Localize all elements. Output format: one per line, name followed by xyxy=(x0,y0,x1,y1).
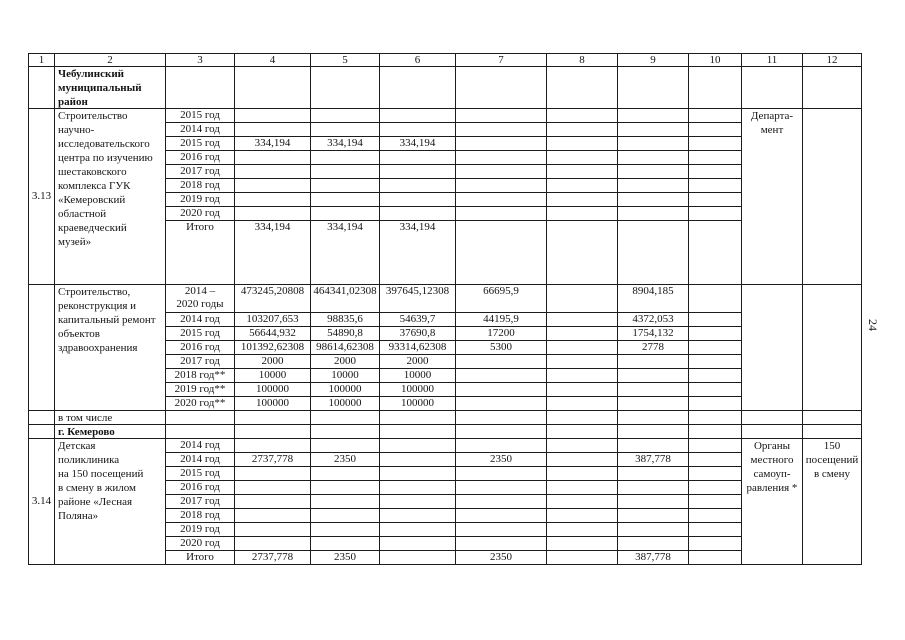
empty-cell xyxy=(166,67,235,109)
empty-cell xyxy=(380,67,456,109)
value-cell xyxy=(547,137,618,151)
value-cell: 37690,8 xyxy=(380,327,456,341)
empty-cell xyxy=(742,67,803,109)
item-name: Детская поликлиника на 150 посещений в смену в жилом районе «Лесная Поляна» xyxy=(55,439,166,565)
value-cell: 100000 xyxy=(311,397,380,411)
period-label: 2016 год xyxy=(166,151,235,165)
value-cell xyxy=(235,439,311,453)
value-cell xyxy=(547,313,618,327)
value-cell xyxy=(547,285,618,313)
section-heading: Чебулинский муниципальный район xyxy=(55,67,166,109)
value-cell: 103207,653 xyxy=(235,313,311,327)
value-cell xyxy=(380,165,456,179)
value-cell xyxy=(689,165,742,179)
value-cell xyxy=(547,207,618,221)
value-cell xyxy=(547,109,618,123)
value-cell: 98835,6 xyxy=(311,313,380,327)
empty-cell xyxy=(29,425,55,439)
value-cell: 334,194 xyxy=(380,137,456,151)
column-number-header: 10 xyxy=(689,54,742,67)
value-cell xyxy=(380,439,456,453)
period-label: 2014 – 2020 годы xyxy=(166,285,235,313)
value-cell xyxy=(689,453,742,467)
value-cell xyxy=(311,523,380,537)
value-cell: 10000 xyxy=(235,369,311,383)
value-cell: 100000 xyxy=(235,383,311,397)
value-cell xyxy=(456,397,547,411)
period-label: 2018 год xyxy=(166,509,235,523)
value-cell xyxy=(311,193,380,207)
value-cell xyxy=(547,537,618,551)
value-cell xyxy=(547,369,618,383)
empty-cell xyxy=(235,411,311,425)
value-cell xyxy=(547,439,618,453)
value-cell xyxy=(689,109,742,123)
value-cell: 54890,8 xyxy=(311,327,380,341)
period-label: 2016 год xyxy=(166,481,235,495)
value-cell: 2350 xyxy=(311,551,380,565)
value-cell xyxy=(380,109,456,123)
value-cell xyxy=(311,123,380,137)
value-cell xyxy=(380,467,456,481)
value-cell xyxy=(380,551,456,565)
column-number-header: 11 xyxy=(742,54,803,67)
value-cell xyxy=(689,341,742,355)
value-cell: 334,194 xyxy=(311,221,380,285)
value-cell xyxy=(547,123,618,137)
value-cell: 2350 xyxy=(456,453,547,467)
column-number-header: 2 xyxy=(55,54,166,67)
value-cell xyxy=(689,439,742,453)
period-label: 2015 год xyxy=(166,327,235,341)
empty-cell xyxy=(380,425,456,439)
value-cell xyxy=(380,537,456,551)
value-cell xyxy=(689,397,742,411)
value-cell: 17200 xyxy=(456,327,547,341)
empty-cell xyxy=(742,411,803,425)
value-cell xyxy=(380,495,456,509)
value-cell: 100000 xyxy=(380,383,456,397)
empty-cell xyxy=(456,425,547,439)
value-cell xyxy=(311,109,380,123)
value-cell xyxy=(618,509,689,523)
period-label: 2015 год xyxy=(166,467,235,481)
value-cell: 2350 xyxy=(456,551,547,565)
value-cell xyxy=(689,193,742,207)
value-cell xyxy=(311,165,380,179)
period-label: 2019 год xyxy=(166,523,235,537)
value-cell: 397645,12308 xyxy=(380,285,456,313)
value-cell xyxy=(380,123,456,137)
empty-cell xyxy=(456,67,547,109)
value-cell xyxy=(618,495,689,509)
value-cell xyxy=(380,193,456,207)
value-cell xyxy=(618,397,689,411)
section-heading: г. Кемерово xyxy=(55,425,166,439)
value-cell xyxy=(311,207,380,221)
value-cell xyxy=(456,537,547,551)
value-cell xyxy=(456,439,547,453)
value-cell: 334,194 xyxy=(235,137,311,151)
value-cell: 387,778 xyxy=(618,551,689,565)
value-cell xyxy=(618,179,689,193)
column-number-header: 3 xyxy=(166,54,235,67)
value-cell: 66695,9 xyxy=(456,285,547,313)
value-cell xyxy=(456,509,547,523)
executor-cell xyxy=(742,285,803,411)
value-cell: 464341,02308 xyxy=(311,285,380,313)
empty-cell xyxy=(547,411,618,425)
value-cell: 54639,7 xyxy=(380,313,456,327)
value-cell xyxy=(456,383,547,397)
value-cell: 334,194 xyxy=(235,221,311,285)
value-cell xyxy=(689,151,742,165)
period-label: 2014 год xyxy=(166,313,235,327)
value-cell xyxy=(689,481,742,495)
value-cell xyxy=(547,179,618,193)
value-cell xyxy=(689,369,742,383)
value-cell: 473245,20808 xyxy=(235,285,311,313)
value-cell xyxy=(547,551,618,565)
value-cell: 4372,053 xyxy=(618,313,689,327)
empty-cell xyxy=(29,411,55,425)
value-cell xyxy=(311,179,380,193)
value-cell xyxy=(311,151,380,165)
empty-cell xyxy=(689,425,742,439)
empty-cell xyxy=(29,67,55,109)
value-cell xyxy=(380,151,456,165)
value-cell xyxy=(456,523,547,537)
executor-cell: Органы местного самоуп- равления * xyxy=(742,439,803,565)
value-cell xyxy=(547,509,618,523)
value-cell xyxy=(547,481,618,495)
value-cell: 2000 xyxy=(380,355,456,369)
period-label: 2018 год xyxy=(166,179,235,193)
value-cell xyxy=(547,165,618,179)
value-cell: 387,778 xyxy=(618,453,689,467)
value-cell: 8904,185 xyxy=(618,285,689,313)
empty-cell xyxy=(547,425,618,439)
empty-cell xyxy=(618,425,689,439)
value-cell xyxy=(618,137,689,151)
empty-cell xyxy=(311,425,380,439)
item-number: 3.14 xyxy=(29,439,55,565)
value-cell xyxy=(547,495,618,509)
value-cell xyxy=(235,151,311,165)
value-cell xyxy=(456,355,547,369)
page-number: 24 xyxy=(866,319,880,331)
value-cell xyxy=(689,137,742,151)
value-cell xyxy=(689,495,742,509)
value-cell xyxy=(456,207,547,221)
value-cell xyxy=(235,165,311,179)
result-cell: 150 посещений в смену xyxy=(803,439,862,565)
value-cell xyxy=(618,193,689,207)
value-cell xyxy=(547,355,618,369)
value-cell xyxy=(689,383,742,397)
empty-cell xyxy=(311,411,380,425)
value-cell xyxy=(380,207,456,221)
empty-cell xyxy=(689,67,742,109)
empty-cell xyxy=(311,67,380,109)
column-number-header: 6 xyxy=(380,54,456,67)
value-cell xyxy=(618,481,689,495)
value-cell xyxy=(311,495,380,509)
empty-cell xyxy=(166,425,235,439)
period-label: 2020 год xyxy=(166,207,235,221)
value-cell xyxy=(689,123,742,137)
value-cell xyxy=(547,221,618,285)
value-cell xyxy=(547,341,618,355)
value-cell xyxy=(456,481,547,495)
result-cell xyxy=(803,109,862,285)
value-cell xyxy=(456,165,547,179)
value-cell xyxy=(235,467,311,481)
value-cell xyxy=(618,151,689,165)
value-cell xyxy=(456,193,547,207)
empty-cell xyxy=(618,411,689,425)
column-number-header: 5 xyxy=(311,54,380,67)
empty-cell xyxy=(803,425,862,439)
value-cell xyxy=(311,467,380,481)
value-cell xyxy=(547,151,618,165)
value-cell xyxy=(547,397,618,411)
empty-cell xyxy=(547,67,618,109)
item-name: Строительство, реконструкция и капитальный ремонт объектов здравоохранения xyxy=(55,285,166,411)
empty-cell xyxy=(380,411,456,425)
value-cell: 334,194 xyxy=(311,137,380,151)
value-cell xyxy=(456,137,547,151)
value-cell xyxy=(618,467,689,481)
value-cell xyxy=(689,313,742,327)
period-label: 2017 год xyxy=(166,355,235,369)
value-cell: 2350 xyxy=(311,453,380,467)
empty-cell xyxy=(166,411,235,425)
empty-cell xyxy=(742,425,803,439)
value-cell: 100000 xyxy=(380,397,456,411)
value-cell xyxy=(380,179,456,193)
value-cell xyxy=(235,193,311,207)
empty-cell xyxy=(456,411,547,425)
value-cell: 2000 xyxy=(235,355,311,369)
value-cell: 10000 xyxy=(380,369,456,383)
empty-cell xyxy=(803,67,862,109)
value-cell xyxy=(456,109,547,123)
item-number xyxy=(29,285,55,411)
value-cell xyxy=(456,123,547,137)
executor-cell: Департа- мент xyxy=(742,109,803,285)
value-cell xyxy=(618,383,689,397)
value-cell xyxy=(618,369,689,383)
result-cell xyxy=(803,285,862,411)
period-label: 2020 год xyxy=(166,537,235,551)
period-label: 2014 год xyxy=(166,453,235,467)
value-cell: 2778 xyxy=(618,341,689,355)
value-cell: 100000 xyxy=(235,397,311,411)
column-number-header: 12 xyxy=(803,54,862,67)
value-cell: 101392,62308 xyxy=(235,341,311,355)
period-label: 2020 год** xyxy=(166,397,235,411)
value-cell xyxy=(235,495,311,509)
period-label: 2017 год xyxy=(166,495,235,509)
value-cell xyxy=(547,467,618,481)
empty-cell xyxy=(235,425,311,439)
period-label: 2016 год xyxy=(166,341,235,355)
value-cell: 44195,9 xyxy=(456,313,547,327)
value-cell xyxy=(618,207,689,221)
value-cell xyxy=(618,523,689,537)
value-cell xyxy=(689,467,742,481)
section-note: в том числе xyxy=(55,411,166,425)
value-cell xyxy=(380,453,456,467)
value-cell xyxy=(689,551,742,565)
value-cell: 93314,62308 xyxy=(380,341,456,355)
empty-cell xyxy=(235,67,311,109)
column-number-header: 9 xyxy=(618,54,689,67)
value-cell xyxy=(311,509,380,523)
value-cell xyxy=(689,221,742,285)
period-label: 2017 год xyxy=(166,165,235,179)
value-cell xyxy=(235,523,311,537)
value-cell xyxy=(618,537,689,551)
value-cell xyxy=(618,355,689,369)
empty-cell xyxy=(618,67,689,109)
empty-cell xyxy=(689,411,742,425)
column-number-header: 4 xyxy=(235,54,311,67)
period-label: 2018 год** xyxy=(166,369,235,383)
value-cell xyxy=(618,439,689,453)
value-cell xyxy=(380,481,456,495)
value-cell xyxy=(689,327,742,341)
value-cell xyxy=(311,481,380,495)
item-name: Строительство научно- исследовательского центра по изучению шестаковского комплекса ГУК «Кемеровский областной краеведческий музей» xyxy=(55,109,166,285)
value-cell xyxy=(456,179,547,193)
value-cell xyxy=(235,207,311,221)
value-cell xyxy=(235,179,311,193)
value-cell: 2737,778 xyxy=(235,551,311,565)
empty-cell xyxy=(803,411,862,425)
value-cell xyxy=(618,165,689,179)
value-cell xyxy=(689,285,742,313)
value-cell xyxy=(689,355,742,369)
value-cell: 2000 xyxy=(311,355,380,369)
value-cell xyxy=(547,383,618,397)
column-number-header: 8 xyxy=(547,54,618,67)
value-cell xyxy=(689,537,742,551)
item-number: 3.13 xyxy=(29,109,55,285)
value-cell xyxy=(311,439,380,453)
period-label: 2014 год xyxy=(166,123,235,137)
value-cell xyxy=(618,109,689,123)
period-label: 2014 год xyxy=(166,439,235,453)
value-cell xyxy=(456,221,547,285)
period-label: Итого xyxy=(166,221,235,285)
value-cell xyxy=(689,509,742,523)
period-label: 2015 год xyxy=(166,137,235,151)
value-cell xyxy=(547,523,618,537)
value-cell xyxy=(235,537,311,551)
value-cell xyxy=(456,467,547,481)
value-cell: 2737,778 xyxy=(235,453,311,467)
value-cell xyxy=(689,523,742,537)
value-cell xyxy=(689,207,742,221)
value-cell: 56644,932 xyxy=(235,327,311,341)
value-cell: 10000 xyxy=(311,369,380,383)
value-cell xyxy=(235,481,311,495)
value-cell xyxy=(618,221,689,285)
value-cell: 1754,132 xyxy=(618,327,689,341)
value-cell: 334,194 xyxy=(380,221,456,285)
value-cell: 5300 xyxy=(456,341,547,355)
value-cell xyxy=(380,523,456,537)
value-cell xyxy=(547,193,618,207)
value-cell xyxy=(380,509,456,523)
period-label: 2019 год xyxy=(166,193,235,207)
value-cell xyxy=(456,369,547,383)
value-cell xyxy=(689,179,742,193)
period-label: 2019 год** xyxy=(166,383,235,397)
value-cell xyxy=(456,151,547,165)
value-cell xyxy=(235,509,311,523)
value-cell xyxy=(547,453,618,467)
value-cell xyxy=(618,123,689,137)
period-label: Итого xyxy=(166,551,235,565)
period-label: 2015 год xyxy=(166,109,235,123)
budget-table xyxy=(28,53,862,565)
column-number-header: 7 xyxy=(456,54,547,67)
column-number-header: 1 xyxy=(29,54,55,67)
value-cell xyxy=(547,327,618,341)
value-cell xyxy=(235,123,311,137)
value-cell: 98614,62308 xyxy=(311,341,380,355)
value-cell xyxy=(311,537,380,551)
value-cell xyxy=(235,109,311,123)
value-cell xyxy=(456,495,547,509)
value-cell: 100000 xyxy=(311,383,380,397)
